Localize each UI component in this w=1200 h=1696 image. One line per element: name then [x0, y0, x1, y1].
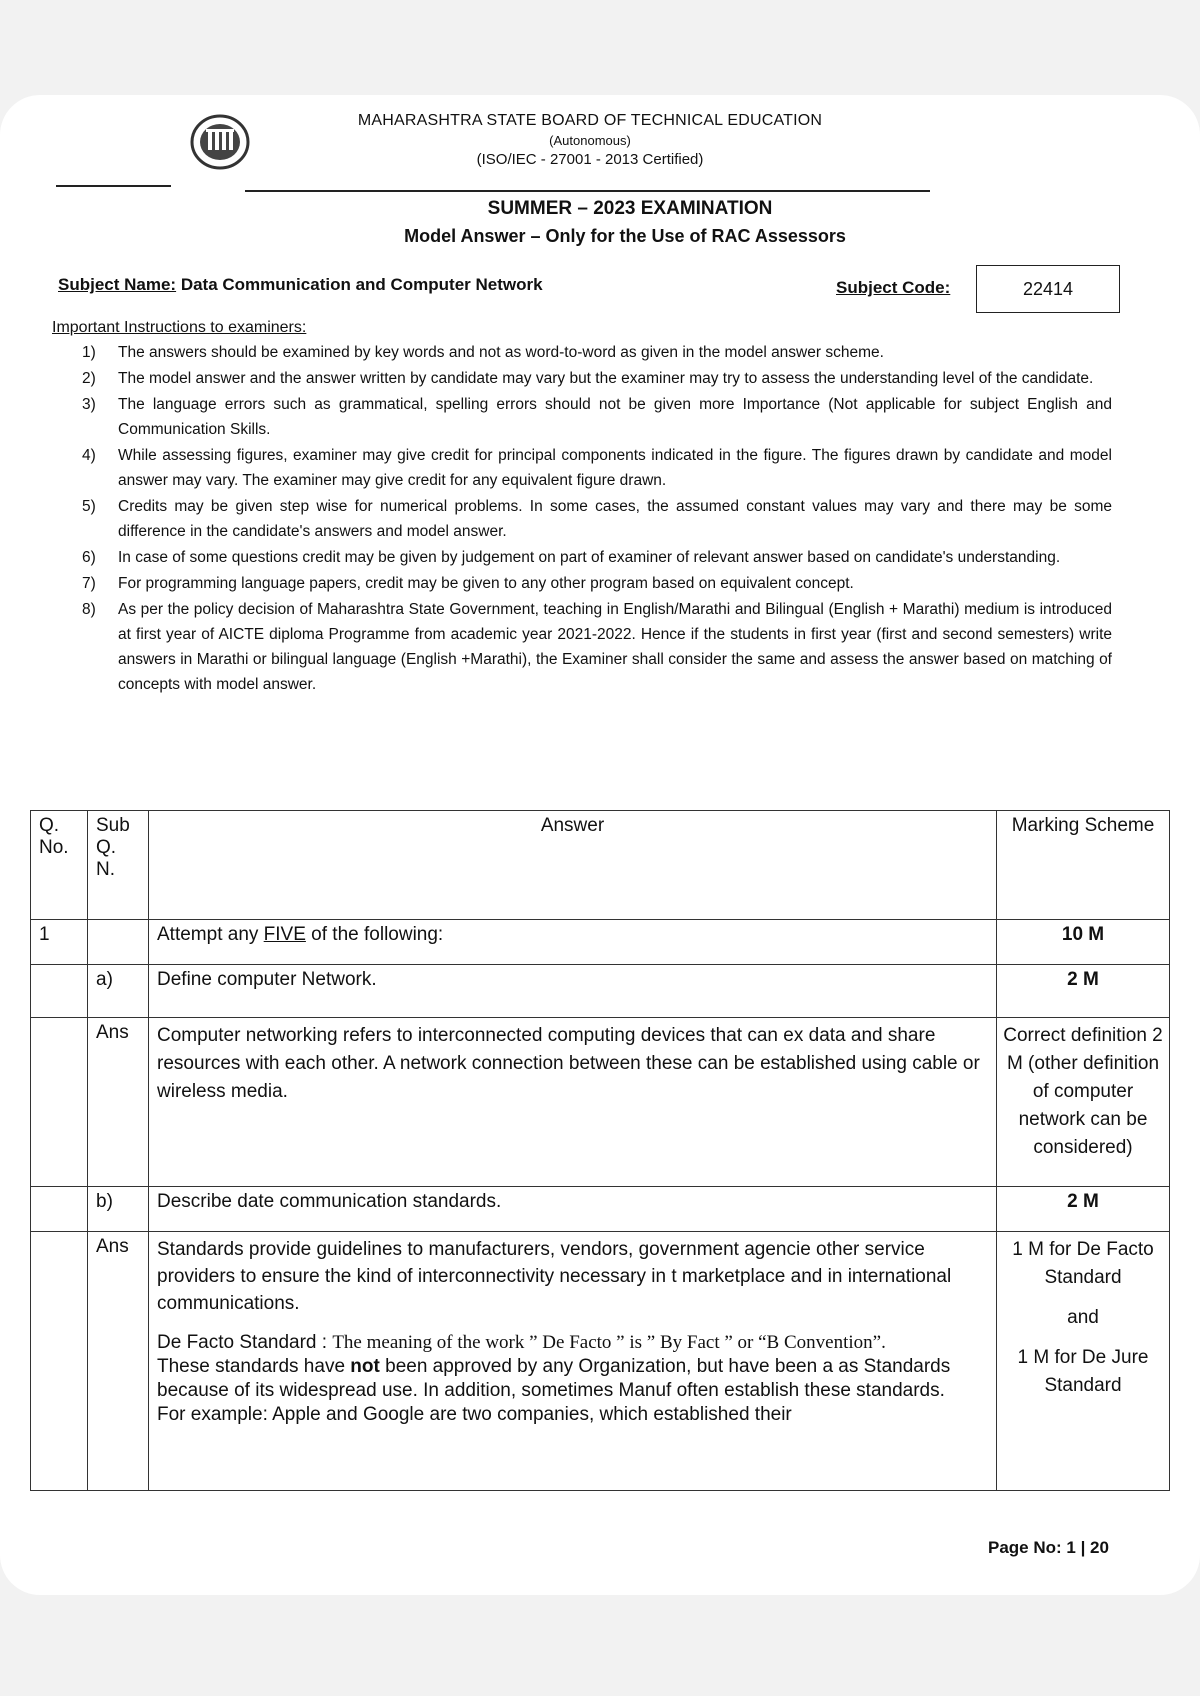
instruction-item [82, 571, 1112, 596]
instruction-number: 5) [82, 498, 96, 515]
answer-table [30, 810, 1170, 1491]
table-header-row [31, 811, 1170, 920]
instruction-text: For programming language papers, credit may be given to any other program based on equivalent concept. [118, 575, 854, 592]
instruction-number: 8) [82, 601, 96, 618]
instruction-text: Credits may be given step wise for numerical problems. In some cases, the assumed constant values may vary and there may be some difference in the candidate's answers and model answer. [118, 498, 1112, 540]
qb-scheme-and: and [1067, 1307, 1099, 1328]
instruction-text: The answers should be examined by key words and not as word-to-word as given in the model answer scheme. [118, 344, 884, 361]
instruction-text: While assessing figures, examiner may give credit for principal components indicated in the figure. The figures drawn by candidate and model answer may vary. The examiner may give credit for any equivalent figure drawn. [118, 447, 1112, 489]
instruction-text: The model answer and the answer written by candidate may vary but the examiner may try to assess the understanding level of the candidate. [118, 370, 1094, 387]
instruction-item [82, 392, 1112, 442]
qb-line-2 [157, 1355, 988, 1403]
instruction-item [82, 545, 1112, 570]
header-answer: Answer [149, 811, 997, 920]
qb-scheme-2: 1 M for De Jure Standard [1017, 1347, 1149, 1396]
qb-para-1: Standards provide guidelines to manufacturers, vendors, government agencie other service providers to ensure the kind of interconnectivity necessary in t marketplace and in international communications. [157, 1239, 952, 1314]
qb-line-2-pre: These standards have [157, 1356, 351, 1377]
header-sub-q: Sub Q. N. [88, 811, 149, 920]
qb-defacto [157, 1331, 988, 1355]
instruction-number: 7) [82, 575, 96, 592]
header-rule-left [56, 185, 171, 187]
board-certification: (ISO/IEC - 27001 - 2013 Certified) [476, 151, 704, 168]
qb-q-empty [31, 1187, 88, 1232]
qb-line-2-bold: not [350, 1356, 380, 1377]
instruction-item [82, 366, 1112, 391]
instructions-list [82, 340, 1112, 698]
qa-q-empty [31, 965, 88, 1018]
table-row [31, 920, 1170, 965]
page-number: Page No: 1 | 20 [988, 1538, 1109, 1557]
instruction-text: In case of some questions credit may be given by judgement on part of examiner of relevant answer based on candidate's understanding. [118, 549, 1061, 566]
q1-sub-empty [88, 920, 149, 965]
qb-example: For example: Apple and Google are two companies, which established their [157, 1404, 792, 1425]
subject-name-value: Data Communication and Computer Network [180, 275, 543, 294]
qb-answer [149, 1232, 997, 1491]
instruction-number: 3) [82, 396, 96, 413]
header-marking: Marking Scheme [997, 811, 1170, 920]
qb-scheme [997, 1232, 1170, 1491]
model-answer-title: Model Answer – Only for the Use of RAC Assessors [404, 226, 846, 246]
q1-prefix: Attempt any [157, 924, 264, 945]
qb-defacto-text: The meaning of the work ” De Facto ” is ” By Fact ” or “B Convention”. [332, 1332, 886, 1353]
exam-title: SUMMER – 2023 EXAMINATION [487, 198, 773, 219]
instruction-number: 4) [82, 447, 96, 464]
qa-scheme: Correct definition 2 M (other definition of computer network can be considered) [997, 1018, 1170, 1187]
board-autonomous: (Autonomous) [549, 133, 631, 148]
subject-name-label: Subject Name: [58, 275, 177, 294]
instruction-item [82, 597, 1112, 697]
q1-marks: 10 M [997, 920, 1170, 965]
subject-name [58, 275, 543, 295]
table-row [31, 965, 1170, 1018]
qa-ans-label: Ans [88, 1018, 149, 1187]
subject-code-label: Subject Code: [836, 278, 951, 297]
qb-scheme-1: 1 M for De Facto Standard [1012, 1239, 1154, 1288]
header-rule-right [245, 190, 930, 192]
table-row [31, 1187, 1170, 1232]
qa-answer: Computer networking refers to interconnected computing devices that can ex data and share resources with each other. A network connection between these can be established using cable or wireless media. [149, 1018, 997, 1187]
qa-marks: 2 M [997, 965, 1170, 1018]
subject-code-value: 22414 [1022, 278, 1074, 299]
instruction-item [82, 494, 1112, 544]
instruction-number: 6) [82, 549, 96, 566]
instruction-number: 2) [82, 370, 96, 387]
qb-marks: 2 M [997, 1187, 1170, 1232]
qb-ans-q-empty [31, 1232, 88, 1491]
table-row [31, 1232, 1170, 1491]
qb-ans-label: Ans [88, 1232, 149, 1491]
qb-sub: b) [88, 1187, 149, 1232]
table-row [31, 1018, 1170, 1187]
qa-ans-q-empty [31, 1018, 88, 1187]
q1-suffix: of the following: [305, 924, 444, 945]
q1-instruction [149, 920, 997, 965]
instruction-item [82, 443, 1112, 493]
subject-code-box [976, 265, 1120, 313]
qb-defacto-label: De Facto Standard : [157, 1332, 333, 1353]
instruction-text: As per the policy decision of Maharashtra State Government, teaching in English/Marathi and Bilingual (English + Marathi) medium is introduced at first year of AICTE diploma Programme from academic year 2021-2022. Hence if the students in first year (first and second semesters) write answers in Marathi or bilingual language (English +Marathi), the Examiner shall consider the same and assess the answer based on matching of concepts with model answer. [118, 601, 1112, 693]
instruction-item [82, 340, 1112, 365]
instructions-heading: Important Instructions to examiners: [52, 319, 307, 336]
q1-number: 1 [31, 920, 88, 965]
qa-sub: a) [88, 965, 149, 1018]
instruction-number: 1) [82, 344, 96, 361]
board-name: MAHARASHTRA STATE BOARD OF TECHNICAL EDUCATION [357, 112, 823, 129]
msbte-logo [188, 112, 252, 172]
qb-question: Describe date communication standards. [149, 1187, 997, 1232]
instruction-text: The language errors such as grammatical, spelling errors should not be given more Importance (Not applicable for subject English and Communication Skills. [118, 396, 1112, 438]
qb-line-2-post: been approved by any Organization, but have been a as Standards because of its widespread use. In addition, sometimes Manuf often establish these standards. [157, 1356, 951, 1401]
header-q-no: Q. No. [31, 811, 88, 920]
qa-question: Define computer Network. [149, 965, 997, 1018]
q1-five: FIVE [263, 924, 306, 945]
